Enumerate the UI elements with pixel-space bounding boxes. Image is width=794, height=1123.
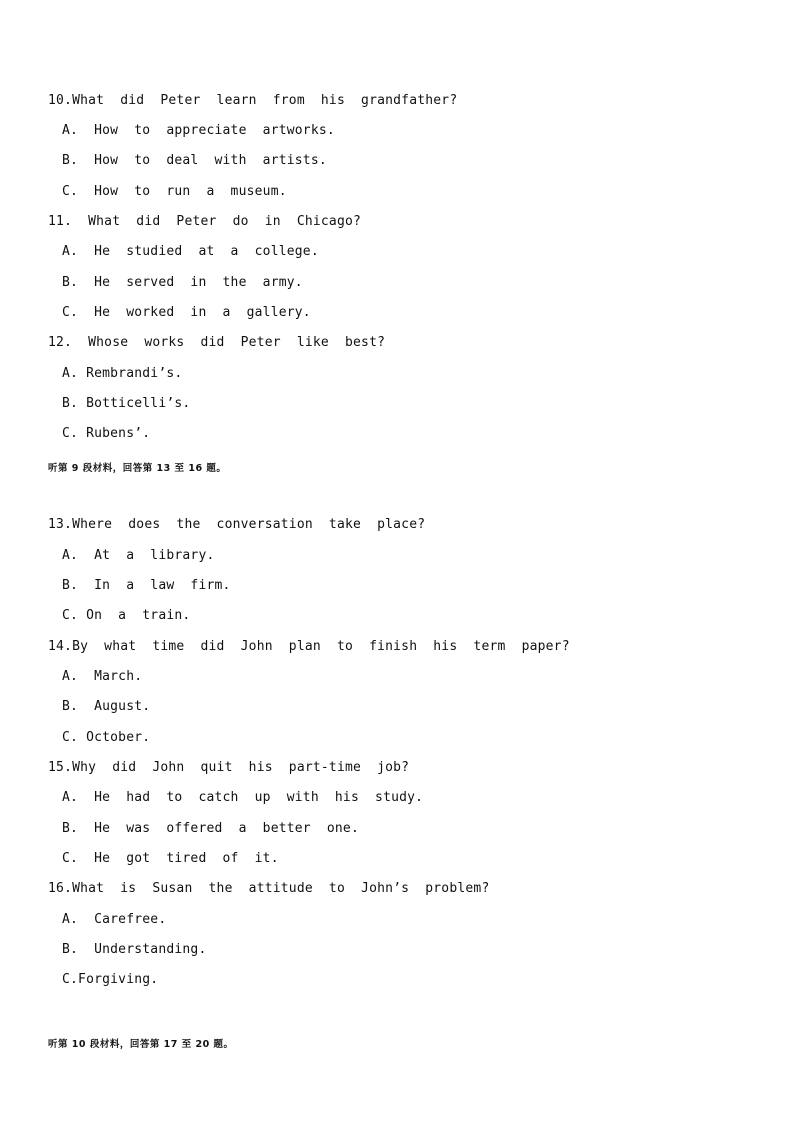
question-11-stem: 11. What did Peter do in Chicago?: [48, 214, 362, 229]
question-16-option-c: C.Forgiving.: [62, 972, 159, 987]
question-11-option-b: B. He served in the army.: [62, 275, 303, 290]
question-12-option-b: B. Botticelli’s.: [62, 396, 191, 411]
question-15-option-c: C. He got tired of it.: [62, 851, 279, 866]
question-13-option-a: A. At a library.: [62, 548, 215, 563]
question-14-stem: 14.By what time did John plan to finish his term paper?: [48, 639, 570, 654]
question-14-option-b: B. August.: [62, 699, 151, 714]
question-14-option-c: C. October.: [62, 730, 151, 745]
question-15-option-b: B. He was offered a better one.: [62, 821, 359, 836]
question-13-option-b: B. In a law firm.: [62, 578, 231, 593]
question-14-option-a: A. March.: [62, 669, 143, 684]
question-10-option-c: C. How to run a museum.: [62, 184, 287, 199]
question-10-stem: 10.What did Peter learn from his grandfather?: [48, 93, 458, 108]
question-12-stem: 12. Whose works did Peter like best?: [48, 335, 386, 350]
question-10-option-b: B. How to deal with artists.: [62, 153, 327, 168]
section-note-9: 听第 9 段材料，回答第 13 至 16 题。: [48, 463, 227, 474]
question-16-option-b: B. Understanding.: [62, 942, 207, 957]
question-16-stem: 16.What is Susan the attitude to John’s problem?: [48, 881, 490, 896]
question-15-stem: 15.Why did John quit his part-time job?: [48, 760, 410, 775]
question-11-option-a: A. He studied at a college.: [62, 244, 319, 259]
question-10-option-a: A. How to appreciate artworks.: [62, 123, 335, 138]
question-11-option-c: C. He worked in a gallery.: [62, 305, 311, 320]
question-13-option-c: C. On a train.: [62, 608, 191, 623]
question-12-option-c: C. Rubens’.: [62, 426, 151, 441]
question-13-stem: 13.Where does the conversation take place?: [48, 517, 426, 532]
question-16-option-a: A. Carefree.: [62, 912, 167, 927]
section-note-10: 听第 10 段材料，回答第 17 至 20 题。: [48, 1039, 234, 1050]
question-15-option-a: A. He had to catch up with his study.: [62, 790, 424, 805]
question-12-option-a: A. Rembrandi’s.: [62, 366, 183, 381]
